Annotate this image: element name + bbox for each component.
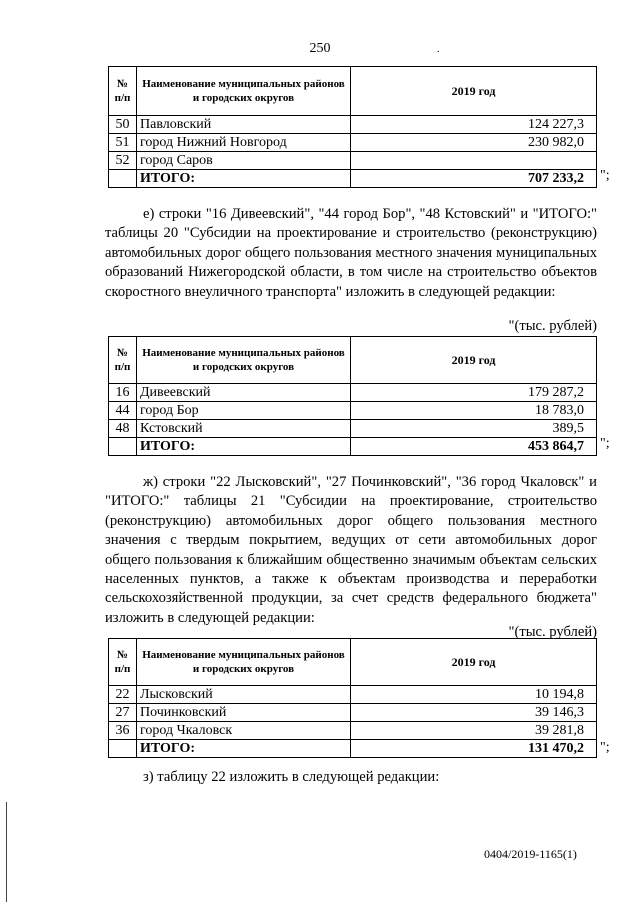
row-number: 50 [109, 116, 137, 134]
row-number: 22 [109, 686, 137, 704]
row-number: 44 [109, 402, 137, 420]
scan-edge-line [6, 802, 7, 902]
col-header-no: № п/п [109, 337, 137, 384]
row-name: Павловский [137, 116, 351, 134]
subsidy-table-1 [108, 66, 597, 188]
table-close-mark: "; [600, 168, 610, 183]
total-row [109, 740, 597, 758]
document-code: 0404/2019-1165(1) [484, 847, 577, 861]
table-close-mark: "; [600, 436, 610, 451]
total-value: 707 233,2 [351, 170, 597, 188]
row-value: 230 982,0 [351, 134, 597, 152]
total-row [109, 170, 597, 188]
units-label: "(тыс. рублей) [508, 318, 597, 334]
col-header-no: № п/п [109, 639, 137, 686]
total-label: ИТОГО: [137, 438, 351, 456]
row-name: город Саров [137, 152, 351, 170]
total-value: 453 864,7 [351, 438, 597, 456]
table-row [109, 722, 597, 740]
row-number: 16 [109, 384, 137, 402]
col-header-name: Наименование муниципальных районов и городских округов [137, 67, 351, 116]
total-number-cell [109, 438, 137, 456]
row-name: Лысковский [137, 686, 351, 704]
col-header-year: 2019 год [351, 67, 597, 116]
row-value: 10 194,8 [351, 686, 597, 704]
header-mark: . [437, 44, 440, 55]
col-header-name: Наименование муниципальных районов и городских округов [137, 639, 351, 686]
table-row [109, 134, 597, 152]
table-header-row [109, 337, 597, 384]
row-name: город Нижний Новгород [137, 134, 351, 152]
row-number: 27 [109, 704, 137, 722]
table-row [109, 686, 597, 704]
col-header-year: 2019 год [351, 639, 597, 686]
row-name: Дивеевский [137, 384, 351, 402]
total-value: 131 470,2 [351, 740, 597, 758]
row-number: 48 [109, 420, 137, 438]
total-label: ИТОГО: [137, 740, 351, 758]
total-number-cell [109, 740, 137, 758]
table-close-mark: "; [600, 740, 610, 755]
subsidy-table-2 [108, 336, 597, 456]
col-header-no: № п/п [109, 67, 137, 116]
units-label: "(тыс. рублей) [508, 624, 597, 640]
row-value [351, 152, 597, 170]
table-row [109, 420, 597, 438]
col-header-name: Наименование муниципальных районов и городских округов [137, 337, 351, 384]
total-row [109, 438, 597, 456]
row-value: 39 146,3 [351, 704, 597, 722]
row-name: Кстовский [137, 420, 351, 438]
table-header-row [109, 639, 597, 686]
row-number: 51 [109, 134, 137, 152]
row-name: город Чкаловск [137, 722, 351, 740]
table-row [109, 402, 597, 420]
row-name: Починковский [137, 704, 351, 722]
table-row [109, 704, 597, 722]
subsidy-table-3 [108, 638, 597, 758]
col-header-year: 2019 год [351, 337, 597, 384]
paragraph-e: е) строки "16 Дивеевский", "44 город Бор", "48 Кстовский" и "ИТОГО:" таблицы 20 "Субсидии на проектирование и строительство (реконструкцию) автомобильных дорог общего пользования местного значения муниципальных образований Нижегородской области, в том числе на строительство объектов скоростного внеуличного транспорта" изложить в следующей редакции: [105, 206, 597, 300]
paragraph-zh: ж) строки "22 Лысковский", "27 Починковский", "36 город Чкаловск" и "ИТОГО:" таблицы 21 "Субсидии на проектирование, строительство (реконструкцию) автомобильных дорог общего пользования местного значения с твердым покрытием, ведущих от сети автомобильных дорог общего пользования к ближайшим общественно значимым объектам сельских населенных пунктов, а также к объектам производства и переработки сельскохозяйственной продукции, за счет средств федерального бюджета" изложить в следующей редакции: [105, 474, 597, 626]
table-row [109, 152, 597, 170]
table-row [109, 116, 597, 134]
row-value: 18 783,0 [351, 402, 597, 420]
total-number-cell [109, 170, 137, 188]
row-number: 52 [109, 152, 137, 170]
table-row [109, 384, 597, 402]
paragraph-z: з) таблицу 22 изложить в следующей редакции: [143, 769, 440, 785]
page-number: 250 [309, 41, 331, 56]
table-header-row [109, 67, 597, 116]
row-value: 39 281,8 [351, 722, 597, 740]
total-label: ИТОГО: [137, 170, 351, 188]
row-name: город Бор [137, 402, 351, 420]
row-value: 389,5 [351, 420, 597, 438]
row-value: 179 287,2 [351, 384, 597, 402]
row-value: 124 227,3 [351, 116, 597, 134]
row-number: 36 [109, 722, 137, 740]
